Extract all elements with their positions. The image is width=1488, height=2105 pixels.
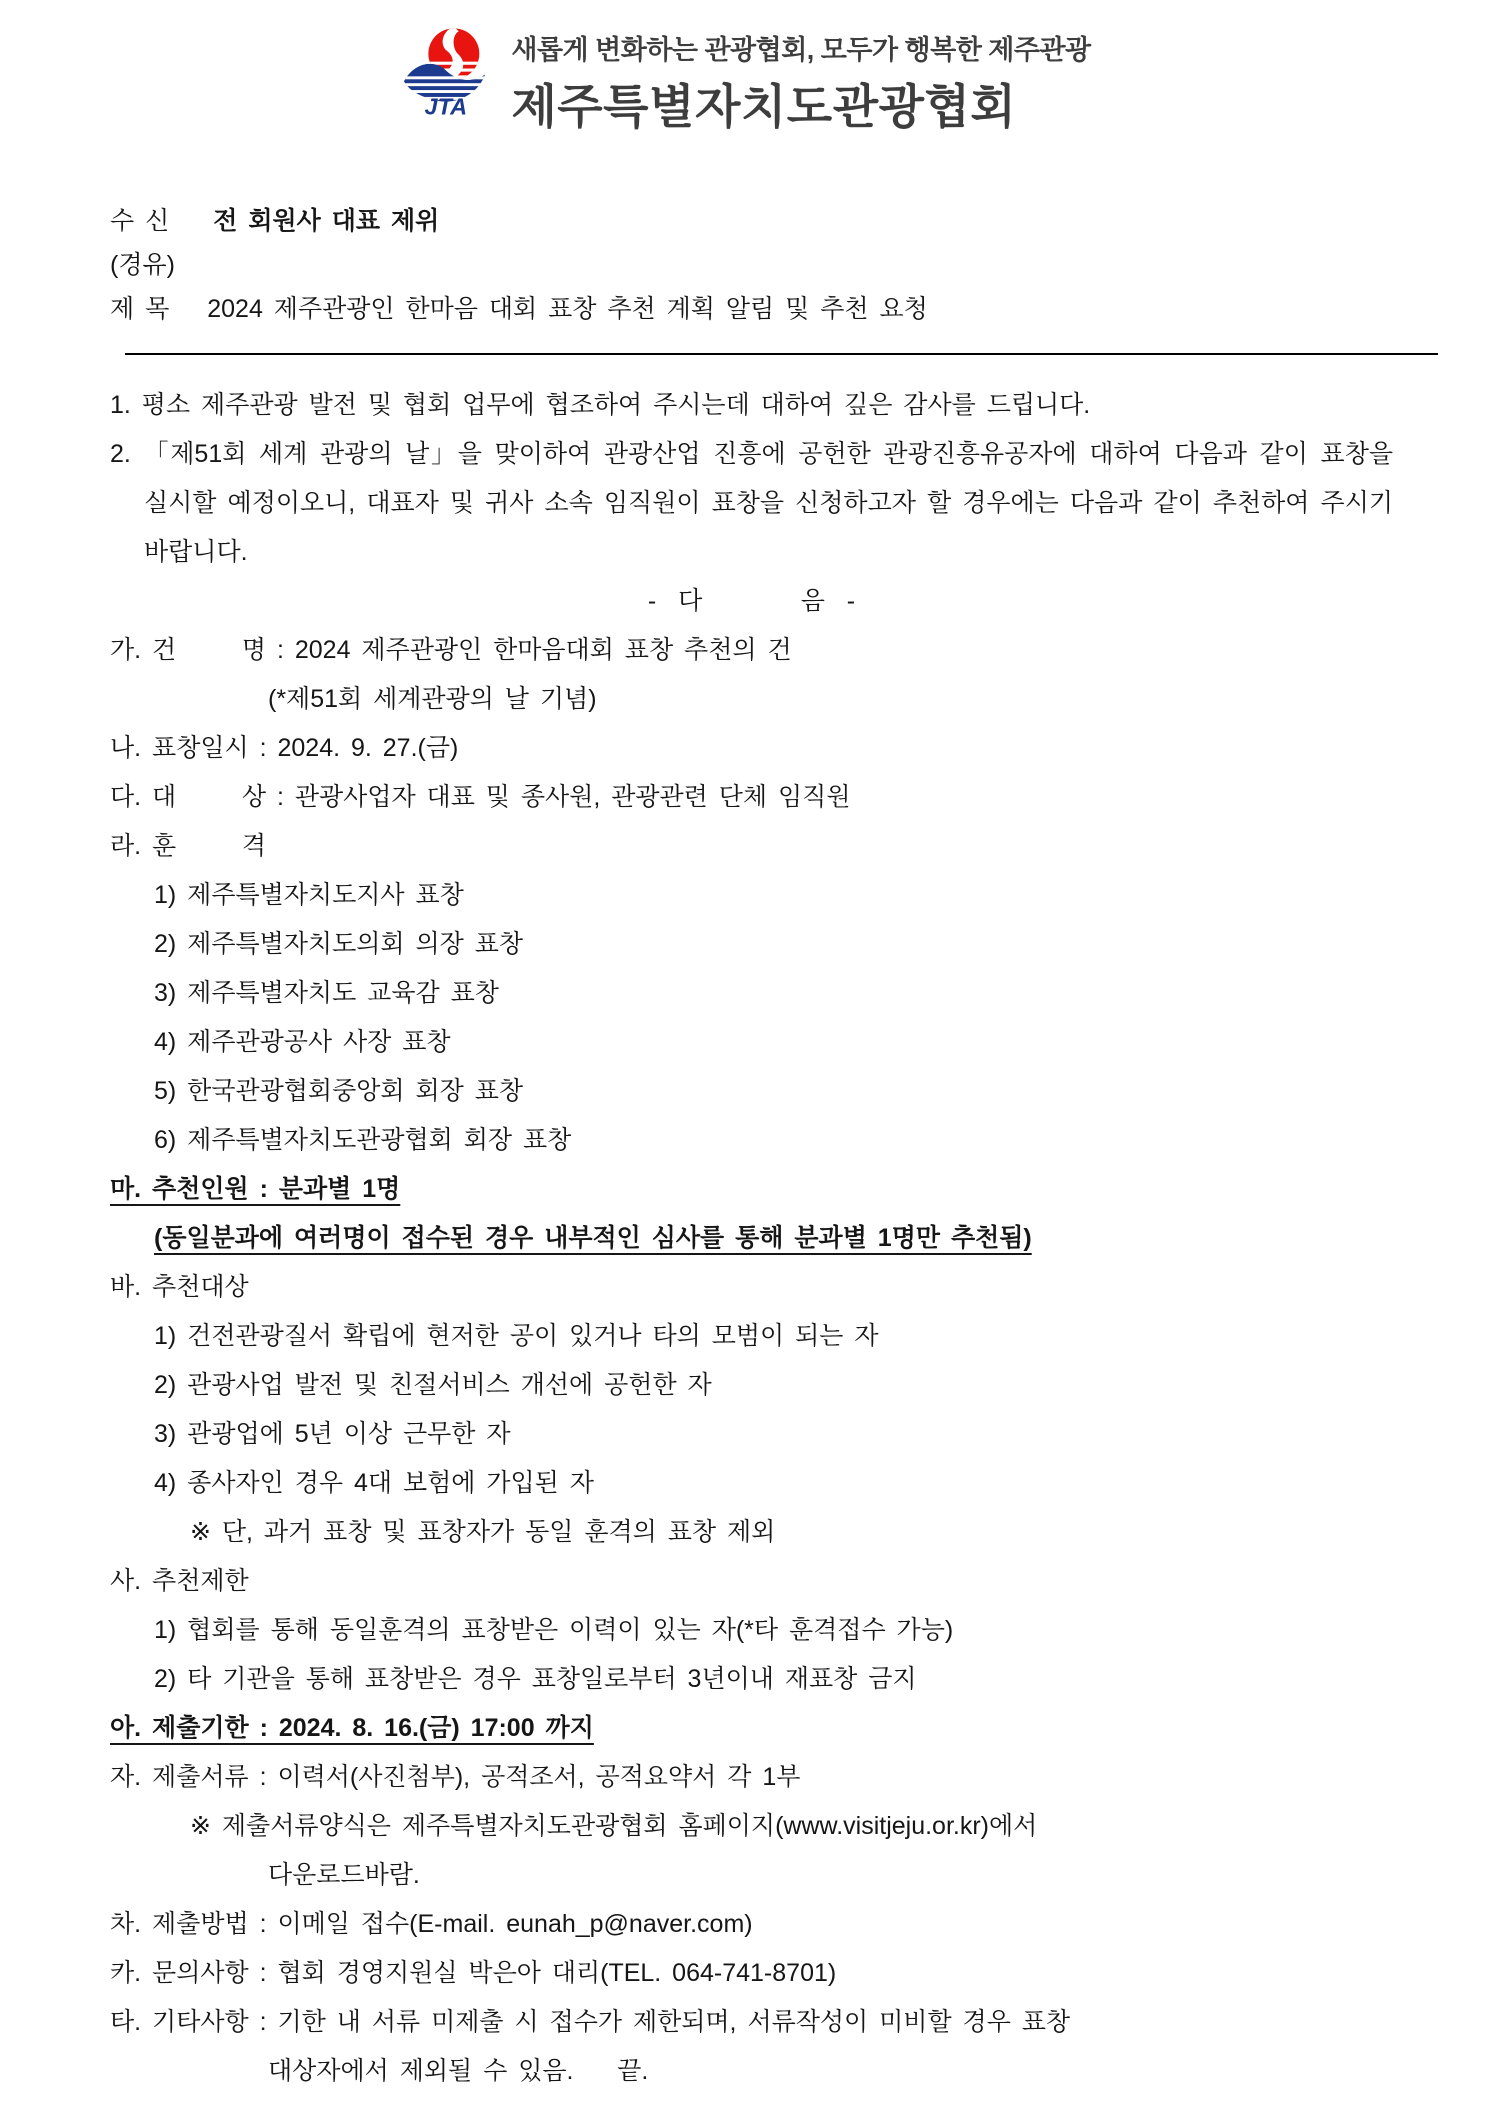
document-line: 다운로드바람.	[268, 1861, 420, 1889]
document-line: 2) 관광사업 발전 및 친절서비스 개선에 공헌한 자	[154, 1371, 712, 1399]
recipient-value: 전 회원사 대표 제위	[213, 207, 440, 235]
document-line: 1) 제주특별자치도지사 표창	[154, 881, 464, 909]
document-line: 4) 제주관광공사 사장 표창	[154, 1028, 451, 1056]
org-identity	[511, 22, 1090, 137]
document-meta	[110, 199, 1393, 331]
via-line	[110, 243, 1393, 287]
document-line: 1) 협회를 통해 동일훈격의 표창받은 이력이 있는 자(*타 훈격접수 가능)	[154, 1616, 954, 1644]
jta-logo-icon	[397, 22, 495, 116]
document-line: 라. 훈 격	[110, 832, 267, 860]
document-line: 대상자에서 제외될 수 있음. 끝.	[268, 2057, 649, 2085]
subject-label: 제 목	[110, 295, 170, 323]
document-line: (동일분과에 여러명이 접수된 경우 내부적인 심사를 통해 분과별 1명만 추천됨)	[154, 1224, 1032, 1252]
subject-line	[110, 287, 1393, 331]
document-line: ※ 단, 과거 표창 및 표창자가 동일 훈격의 표창 제외	[190, 1518, 776, 1546]
document-line: 아. 제출기한 : 2024. 8. 16.(금) 17:00 까지	[110, 1714, 594, 1742]
document-body	[110, 381, 1404, 2096]
document-line: (*제51회 세계관광의 날 기념)	[268, 685, 597, 713]
document-line: 가. 건 명 : 2024 제주관광인 한마음대회 표창 추천의 건	[110, 636, 792, 664]
via-label: (경유)	[110, 251, 175, 279]
org-name: 제주특별자치도관광협회	[511, 80, 1017, 133]
document-line: 1. 평소 제주관광 발전 및 협회 업무에 협조하여 주시는데 대하여 깊은 감사를 드립니다.	[110, 391, 1091, 419]
recipient-line	[110, 199, 1393, 243]
document-line: 사. 추천제한	[110, 1567, 249, 1595]
org-slogan: 새롭게 변화하는 관광협회, 모두가 행복한 제주관광	[511, 35, 1091, 65]
document-line: 타. 기타사항 : 기한 내 서류 미제출 시 접수가 제한되며, 서류작성이 미비할 경우 표창	[110, 2008, 1071, 2036]
document-line: 1) 건전관광질서 확립에 현저한 공이 있거나 타의 모범이 되는 자	[154, 1322, 879, 1350]
document-line: 3) 제주특별자치도 교육감 표창	[154, 979, 499, 1007]
document-line: 바. 추천대상	[110, 1273, 249, 1301]
letterhead	[0, 22, 1488, 137]
document-line: - 다 음 -	[647, 587, 856, 615]
document-line: 6) 제주특별자치도관광협회 회장 표창	[154, 1126, 572, 1154]
document-line: 2) 제주특별자치도의회 의장 표창	[154, 930, 524, 958]
jta-logo-text: JTA	[424, 93, 468, 116]
document-line: ※ 제출서류양식은 제주특별자치도관광협회 홈페이지(www.visitjeju.or.kr)에서	[190, 1812, 1038, 1840]
document-line: 자. 제출서류 : 이력서(사진첨부), 공적조서, 공적요약서 각 1부	[110, 1763, 801, 1791]
recipient-label: 수 신	[110, 207, 170, 235]
subject-divider	[125, 353, 1438, 355]
document-line: 마. 추천인원 : 분과별 1명	[110, 1175, 401, 1203]
document-line: 차. 제출방법 : 이메일 접수(E-mail. eunah_p@naver.com)	[110, 1910, 753, 1938]
document-line: 4) 종사자인 경우 4대 보험에 가입된 자	[154, 1469, 594, 1497]
document-line: 2. 「제51회 세계 관광의 날」을 맞이하여 관광산업 진흥에 공헌한 관광진흥유공자에 대하여 다음과 같이 표창을 실시할 예정이오니, 대표자 및 귀사 소속 임직원이 표창을 신청하고자 할 경우에는 다음과 같이 추천하여 주시기 바랍니다.	[110, 440, 1404, 566]
subject-value: 2024 제주관광인 한마음 대회 표창 추천 계획 알림 및 추천 요청	[207, 295, 928, 323]
document-line: 2) 타 기관을 통해 표창받은 경우 표창일로부터 3년이내 재표창 금지	[154, 1665, 917, 1693]
document-line: 나. 표창일시 : 2024. 9. 27.(금)	[110, 734, 459, 762]
document-line: 3) 관광업에 5년 이상 근무한 자	[154, 1420, 511, 1448]
document-line: 다. 대 상 : 관광사업자 대표 및 종사원, 관광관련 단체 임직원	[110, 783, 851, 811]
document-line: 카. 문의사항 : 협회 경영지원실 박은아 대리(TEL. 064-741-8701)	[110, 1959, 837, 1987]
document-line: 5) 한국관광협회중앙회 회장 표창	[154, 1077, 524, 1105]
